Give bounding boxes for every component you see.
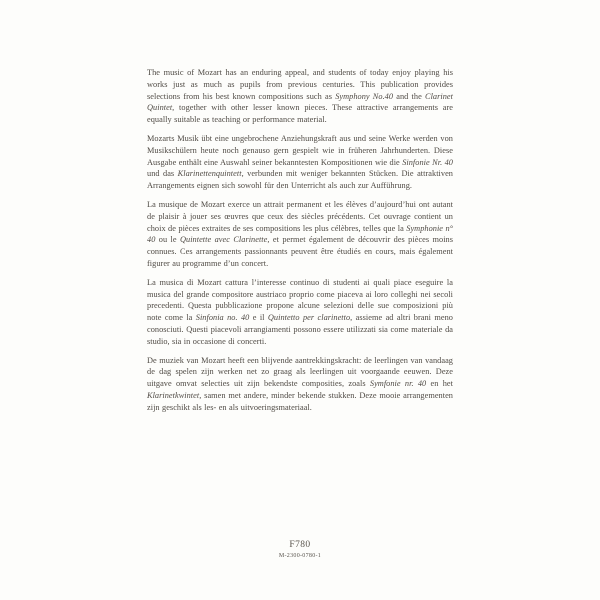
body-text: La musica di Mozart cattura l’interesse continuo di studenti ai quali piace eseguire la musica del grande compositore austriaco proprio come piaceva ai loro colleghi nei secoli precedenti. Questa pubblicazione propone alcune selezioni delle sue composizioni più note come la xyxy=(147,277,453,323)
body-text: De muziek van Mozart heeft een blijvende aantrekkingskracht: de leerlingen van vandaag de dag spelen zijn werken net zo graag als leerlingen uit voorgaande eeuwen. Deze uitgave omvat selecties uit zijn bekendste composities, zoals xyxy=(147,355,453,389)
body-text: and the xyxy=(393,91,426,101)
page-footer xyxy=(0,540,600,559)
paragraph-german xyxy=(147,133,453,192)
paragraph-english xyxy=(147,67,453,126)
work-title: Symphonie n° 40 xyxy=(147,223,453,245)
work-title: Quintetto per clarinetto xyxy=(267,313,351,323)
paragraph-dutch xyxy=(147,355,453,414)
body-text: ou le xyxy=(155,235,180,245)
body-text: La musique de Mozart exerce un attrait permanent et les élèves d’aujourd’hui ont autant de plaisir à jouer ses œuvres que ceux des siècles précédents. Cet ouvrage contient un choix de pièces extraites de ses compositions les plus célèbres, telles que la xyxy=(147,199,453,233)
work-title: Quintette avec Clarinette xyxy=(179,235,268,245)
catalog-number: F780 xyxy=(289,540,311,550)
body-text: en het xyxy=(426,379,454,389)
work-title: Symfonie nr. 40 xyxy=(369,379,427,389)
body-text: , together with other lesser known pieces. These attractive arrangements are equally suitable as teaching or performance material. xyxy=(147,103,453,125)
plate-number: M-2300-0780-1 xyxy=(278,553,322,559)
body-text: , et permet également de découvrir des pièces moins connues. Ces arrangements passionnants peuvent être étudiés en cours, mais également figurer au programme d’un concert. xyxy=(147,235,454,268)
work-title: Clarinet Quintet xyxy=(147,91,453,113)
work-title: Sinfonie Nr. 40 xyxy=(402,157,453,167)
work-title: Sinfonia no. 40 xyxy=(195,313,250,323)
body-text: The music of Mozart has an enduring appeal, and students of today enjoy playing his works just as much as pupils from previous centuries. This publication provides selections from his best known compositions such as xyxy=(147,68,453,101)
body-text: , verbunden mit weniger bekannten Stücken. Die attraktiven Arrangements eignen sich sowohl für den Unterricht als auch zur Aufführung. xyxy=(147,169,453,191)
body-text: und das xyxy=(147,169,178,179)
body-text: e il xyxy=(249,313,268,323)
body-text: , samen met andere, minder bekende stukken. Deze mooie arrangementen zijn geschikt als les- en als uitvoeringsmateriaal. xyxy=(147,390,453,412)
paragraph-italian xyxy=(147,277,453,348)
work-title: Symphony No.40 xyxy=(335,91,394,101)
body-text: Mozarts Musik übt eine ungebrochene Anziehungskraft aus und seine Werke werden von Musikschülern heute noch genauso gern gespielt wie in früheren Jahrhunderten. Diese Ausgabe enthält eine Auswahl seiner bekanntesten Kompositionen wie die xyxy=(147,133,453,167)
body-text: , assieme ad altri brani meno conosciuti. Questi piacevoli arrangiamenti possono essere utilizzati sia come materiale da studio, sia in occasione di concerti. xyxy=(147,313,453,346)
work-title: Klarinettenquintett xyxy=(177,169,242,179)
work-title: Klarinetkwintet xyxy=(147,390,200,400)
paragraph-french xyxy=(147,199,453,270)
foreword-text xyxy=(147,67,453,421)
